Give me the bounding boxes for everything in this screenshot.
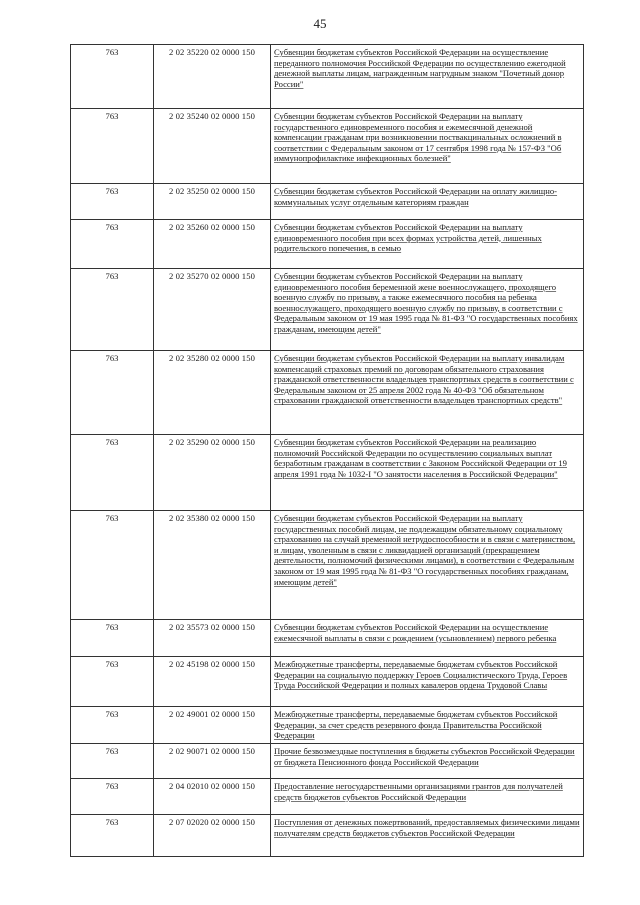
table-row [71,744,584,779]
revenue-name-cell [271,351,584,435]
table-row [71,435,584,511]
table-row [71,511,584,620]
admin-code-cell: 763 [71,45,154,109]
table-row [71,269,584,351]
table-row [71,45,584,109]
admin-code-cell: 763 [71,184,154,220]
revenue-name-text: Прочие безвозмездные поступления в бюджеты субъектов Российской Федерации от бюджета Пенсионного фонда Российской Федерации [274,746,575,767]
table-row [71,220,584,269]
revenue-name-cell [271,109,584,184]
revenue-name-text: Субвенции бюджетам субъектов Российской Федерации на реализацию полномочий Российской Федерации по осуществлению социальных выплат безработным гражданам в соответствии с Законом Российской Федерации от 19 апреля 1991 года № 1032-I "О занятости населения в Российской Федерации" [274,437,567,479]
revenue-name-text: Субвенции бюджетам субъектов Российской Федерации на оплату жилищно-коммунальных услуг отдельным категориям граждан [274,186,558,207]
admin-code-cell: 763 [71,269,154,351]
revenue-name-cell [271,815,584,857]
revenue-name-cell [271,657,584,707]
revenue-name-text: Субвенции бюджетам субъектов Российской Федерации на осуществление переданного полномочия Российской Федерации по осуществлению ежегодной денежной выплаты лицам, награжденным нагрудным знаком "Почетный донор России" [274,47,566,89]
revenue-name-text: Субвенции бюджетам субъектов Российской Федерации на выплату инвалидам компенсаций страховых премий по договорам обязательного страхования гражданской ответственности владельцев транспортных средств в соответствии с Федеральным законом от 25 апреля 2002 года № 40-ФЗ "Об обязательном страховании гражданской ответственности владельцев транспортных средств" [274,353,574,406]
revenue-name-cell [271,435,584,511]
kbk-code-cell: 2 02 35380 02 0000 150 [154,511,271,620]
kbk-code-cell: 2 02 35270 02 0000 150 [154,269,271,351]
revenue-name-cell [271,779,584,815]
kbk-code-cell: 2 02 35573 02 0000 150 [154,620,271,657]
revenue-name-text: Межбюджетные трансферты, передаваемые бюджетам субъектов Российской Федерации, за счет средств резервного фонда Правительства Российской Федерации [274,709,558,741]
table-row [71,657,584,707]
kbk-code-cell: 2 02 35290 02 0000 150 [154,435,271,511]
revenue-name-text: Субвенции бюджетам субъектов Российской Федерации на выплату единовременного пособия при всех формах устройства детей, лишенных родительского попечения, в семью [274,222,542,254]
revenue-name-text: Субвенции бюджетам субъектов Российской Федерации на осуществление ежемесячной выплаты в связи с рождением (усыновлением) первого ребенка [274,622,557,643]
table-row [71,109,584,184]
revenue-name-cell [271,220,584,269]
table-row [71,351,584,435]
revenue-name-text: Субвенции бюджетам субъектов Российской Федерации на выплату государственного единовременного пособия и ежемесячной денежной компенсации гражданам при возникновении поствакцинальных осложнений в соответствии с Федеральным законом от 17 сентября 1998 года № 157-ФЗ "Об иммунопрофилактике инфекционных болезней" [274,111,562,164]
kbk-code-cell: 2 04 02010 02 0000 150 [154,779,271,815]
kbk-code-cell: 2 02 35220 02 0000 150 [154,45,271,109]
admin-code-cell: 763 [71,657,154,707]
page-number: 45 [313,16,327,31]
revenue-name-text: Предоставление негосударственными организациями грантов для получателей средств бюджетов субъектов Российской Федерации [274,781,563,802]
revenue-name-cell [271,511,584,620]
admin-code-cell: 763 [71,109,154,184]
revenue-name-cell [271,620,584,657]
table-row [71,815,584,857]
kbk-code-cell: 2 02 45198 02 0000 150 [154,657,271,707]
revenue-name-text: Поступления от денежных пожертвований, предоставляемых физическими лицами получателям средств бюджетов субъектов Российской Федерации [274,817,580,838]
budget-revenue-table [70,44,584,857]
admin-code-cell: 763 [71,620,154,657]
admin-code-cell: 763 [71,511,154,620]
table-row [71,779,584,815]
revenue-name-cell [271,184,584,220]
admin-code-cell: 763 [71,707,154,744]
admin-code-cell: 763 [71,220,154,269]
kbk-code-cell: 2 02 90071 02 0000 150 [154,744,271,779]
revenue-name-cell [271,744,584,779]
kbk-code-cell: 2 02 35240 02 0000 150 [154,109,271,184]
admin-code-cell: 763 [71,815,154,857]
kbk-code-cell: 2 02 49001 02 0000 150 [154,707,271,744]
kbk-code-cell: 2 02 35250 02 0000 150 [154,184,271,220]
revenue-name-cell [271,45,584,109]
revenue-name-text: Субвенции бюджетам субъектов Российской Федерации на выплату государственных пособий лицам, не подлежащим обязательному социальному страхованию на случай временной нетрудоспособности и в связи с материнством, и лицам, уволенным в связи с ликвидацией организаций (прекращением деятельности, полномочий физическими лицами), в соответствии с Федеральным законом от 19 мая 1995 года № 81-ФЗ "О государственных пособиях гражданам, имеющим детей" [274,513,576,587]
revenue-name-cell [271,707,584,744]
revenue-name-text: Субвенции бюджетам субъектов Российской Федерации на выплату единовременного пособия беременной жене военнослужащего, проходящего военную службу по призыву, а также ежемесячного пособия на ребенка военнослужащего, проходящего военную службу по призыву, в соответствии с Федеральным законом от 19 мая 1995 года № 81-ФЗ "О государственных пособиях гражданам, имеющим детей" [274,271,578,334]
kbk-code-cell: 2 02 35280 02 0000 150 [154,351,271,435]
kbk-code-cell: 2 02 35260 02 0000 150 [154,220,271,269]
table-row [71,184,584,220]
admin-code-cell: 763 [71,744,154,779]
admin-code-cell: 763 [71,435,154,511]
revenue-name-cell [271,269,584,351]
table-row [71,707,584,744]
table-body [71,45,584,857]
admin-code-cell: 763 [71,779,154,815]
admin-code-cell: 763 [71,351,154,435]
revenue-name-text: Межбюджетные трансферты, передаваемые бюджетам субъектов Российской Федерации на социальную поддержку Героев Социалистического Труда, Героев Труда Российской Федерации и полных кавалеров ордена Трудовой Славы [274,659,568,691]
kbk-code-cell: 2 07 02020 02 0000 150 [154,815,271,857]
table-row [71,620,584,657]
